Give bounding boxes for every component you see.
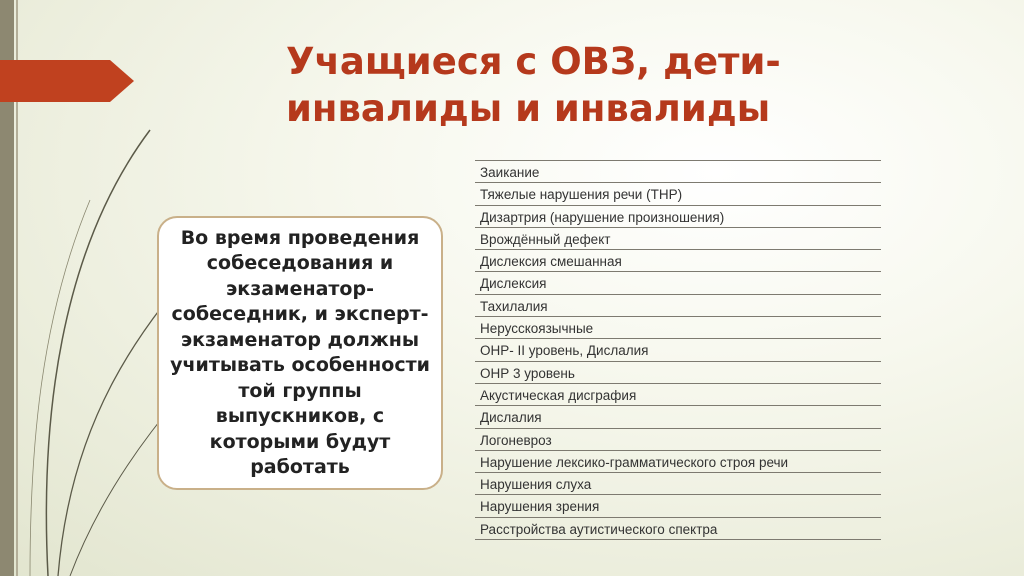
list-item: Нарушение лексико-грамматического строя речи: [475, 451, 881, 473]
page-title: [286, 38, 846, 132]
list-item: Тяжелые нарушения речи (ТНР): [475, 183, 881, 205]
list-item: Тахилалия: [475, 295, 881, 317]
list-item: ОНР- II уровень, Дислалия: [475, 339, 881, 361]
list-item: Нарушения слуха: [475, 473, 881, 495]
list-item: ОНР 3 уровень: [475, 362, 881, 384]
list-item: Дислексия смешанная: [475, 250, 881, 272]
conditions-list: [475, 160, 881, 540]
list-item: Логоневроз: [475, 429, 881, 451]
list-item: Дизартрия (нарушение произношения): [475, 206, 881, 228]
list-item: Нерусскоязычные: [475, 317, 881, 339]
page-title-text: Учащиеся с ОВЗ, дети- инвалиды и инвалиды: [286, 40, 781, 130]
list-item: Врождённый дефект: [475, 228, 881, 250]
list-item: Нарушения зрения: [475, 495, 881, 517]
list-item: Дислексия: [475, 272, 881, 294]
callout-text: Во время проведения собеседования и экзаменатор-собеседник, и эксперт-экзаменатор должны учитывать особенности той группы выпускников, с которыми будут работать: [170, 226, 430, 478]
title-arrow-marker: [0, 60, 134, 102]
list-item: Заикание: [475, 161, 881, 183]
callout-box: [157, 216, 443, 490]
list-item: Дислалия: [475, 406, 881, 428]
list-item: Расстройства аутистического спектра: [475, 518, 881, 540]
list-item: Акустическая дисграфия: [475, 384, 881, 406]
